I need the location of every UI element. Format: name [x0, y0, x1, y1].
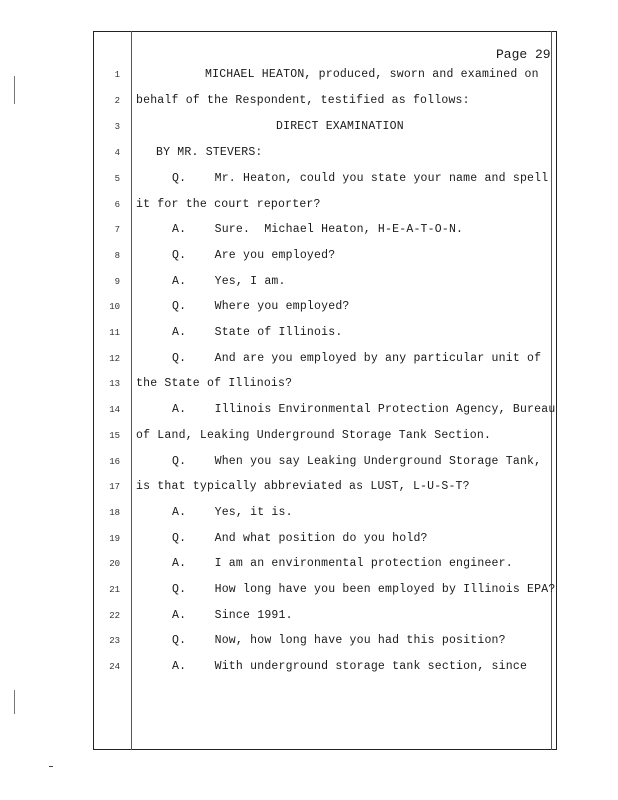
line-number: 3 [114, 122, 120, 132]
line-number: 10 [109, 302, 120, 312]
line-text: Q. Now, how long have you had this position? [172, 634, 506, 647]
line-number: 2 [114, 96, 120, 106]
transcript-line [0, 557, 618, 577]
transcript-line [0, 198, 618, 218]
line-text: A. Yes, it is. [172, 506, 293, 519]
line-text: Q. Are you employed? [172, 249, 336, 262]
binding-mark-bottom [14, 690, 15, 714]
line-text: it for the court reporter? [136, 198, 321, 211]
transcript-line [0, 455, 618, 475]
transcript-line [0, 120, 618, 140]
transcript-line [0, 634, 618, 654]
line-number: 11 [109, 328, 120, 338]
transcript-line [0, 480, 618, 500]
line-text: Q. Where you employed? [172, 300, 350, 313]
line-number: 13 [109, 379, 120, 389]
line-number: 23 [109, 636, 120, 646]
transcript-line [0, 146, 618, 166]
line-text: A. Illinois Environmental Protection Agency, Bureau [172, 403, 556, 416]
line-number: 22 [109, 611, 120, 621]
line-number: 1 [114, 70, 120, 80]
line-text: MICHAEL HEATON, produced, sworn and examined on [205, 68, 539, 81]
line-number: 8 [114, 251, 120, 261]
transcript-line [0, 429, 618, 449]
scan-mark [49, 766, 53, 767]
line-number: 5 [114, 174, 120, 184]
line-number: 16 [109, 457, 120, 467]
line-number: 18 [109, 508, 120, 518]
line-number: 15 [109, 431, 120, 441]
line-number: 21 [109, 585, 120, 595]
line-number: 12 [109, 354, 120, 364]
line-text: Q. And what position do you hold? [172, 532, 428, 545]
transcript-line [0, 660, 618, 680]
line-text: Q. How long have you been employed by Illinois EPA? [172, 583, 556, 596]
transcript-line [0, 377, 618, 397]
transcript-line [0, 172, 618, 192]
transcript-line [0, 249, 618, 269]
line-number: 20 [109, 559, 120, 569]
transcript-line [0, 300, 618, 320]
line-number: 19 [109, 534, 120, 544]
transcript-line [0, 352, 618, 372]
line-number: 14 [109, 405, 120, 415]
line-text: of Land, Leaking Underground Storage Tank Section. [136, 429, 492, 442]
line-text: A. Sure. Michael Heaton, H-E-A-T-O-N. [172, 223, 464, 236]
transcript-line [0, 506, 618, 526]
line-number: 6 [114, 200, 120, 210]
line-text: A. Yes, I am. [172, 275, 286, 288]
transcript-line [0, 94, 618, 114]
line-text: A. Since 1991. [172, 609, 293, 622]
line-number: 9 [114, 277, 120, 287]
line-text: DIRECT EXAMINATION [276, 120, 404, 133]
transcript-line [0, 609, 618, 629]
line-number: 24 [109, 662, 120, 672]
line-number: 17 [109, 482, 120, 492]
transcript-line [0, 532, 618, 552]
line-text: Q. Mr. Heaton, could you state your name and spell [172, 172, 549, 185]
transcript-line [0, 403, 618, 423]
line-number: 4 [114, 148, 120, 158]
line-text: Q. And are you employed by any particular unit of [172, 352, 542, 365]
line-text: A. I am an environmental protection engineer. [172, 557, 513, 570]
transcript-line [0, 326, 618, 346]
line-text: A. State of Illinois. [172, 326, 343, 339]
transcript-line [0, 68, 618, 88]
transcript-line [0, 583, 618, 603]
line-text: A. With underground storage tank section, since [172, 660, 528, 673]
line-text: the State of Illinois? [136, 377, 293, 390]
page-number: Page 29 [496, 47, 551, 62]
line-number: 7 [114, 225, 120, 235]
transcript-line [0, 223, 618, 243]
line-text: is that typically abbreviated as LUST, L-U-S-T? [136, 480, 470, 493]
transcript-line [0, 275, 618, 295]
line-text: behalf of the Respondent, testified as follows: [136, 94, 470, 107]
line-text: Q. When you say Leaking Underground Storage Tank, [172, 455, 542, 468]
line-text: BY MR. STEVERS: [156, 146, 263, 159]
